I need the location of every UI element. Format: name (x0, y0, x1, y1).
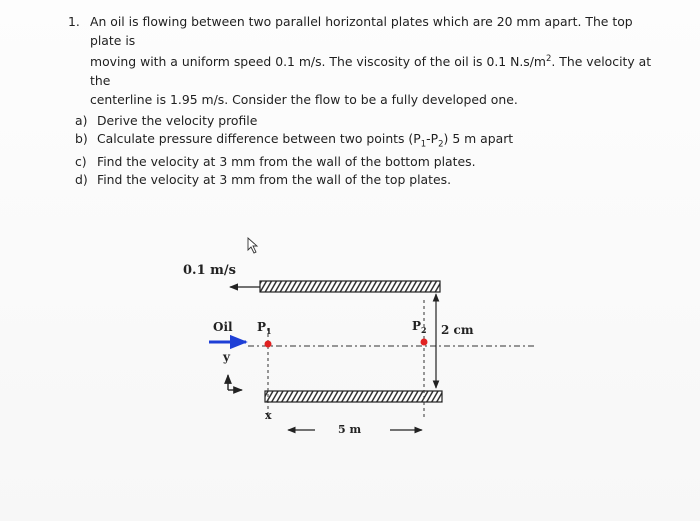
top-plate (260, 281, 440, 292)
question-parts (75, 112, 675, 188)
part-c: c) Find the velocity at 3 mm from the wall of the bottom plates. (75, 154, 476, 170)
p1-point-marker (265, 341, 272, 348)
flow-diagram (170, 230, 550, 445)
oil-label: Oil (213, 320, 233, 334)
problem-line-1: An oil is flowing between two parallel horizontal plates which are 20 mm apart. The top plate is (90, 14, 633, 48)
x-axis-label: x (265, 409, 272, 422)
p2-label: $P_2$ (412, 319, 427, 335)
part-b: b) Calculate pressure difference between two points $(P_1-P_2)$ 5 m apart (75, 130, 514, 149)
p2-point-marker (421, 339, 428, 346)
problem-text (90, 12, 665, 109)
part-a: a) Derive the velocity profile (75, 113, 258, 128)
p1-label: $P_1$ (257, 320, 272, 336)
distance-label: 5 m (338, 423, 362, 436)
top-speed-label: 0.1 m/s (183, 263, 236, 278)
part-d: d) Find the velocity at 3 mm from the wall of the top plates. (75, 171, 452, 187)
mouse-cursor-icon (248, 238, 257, 253)
bottom-plate (265, 391, 442, 402)
problem-number: 1. (68, 14, 80, 29)
y-axis-label: y (223, 350, 230, 364)
gap-label: 2 cm (441, 323, 474, 337)
problem-line-3: centerline is 1.95 m/s. Consider the flow to be a fully developed one. (90, 92, 518, 108)
problem-line-2: moving with a uniform speed 0.1 m/s. The viscosity of the oil is 0.1 $N.s/m^2$. The velocity at the (90, 54, 652, 89)
